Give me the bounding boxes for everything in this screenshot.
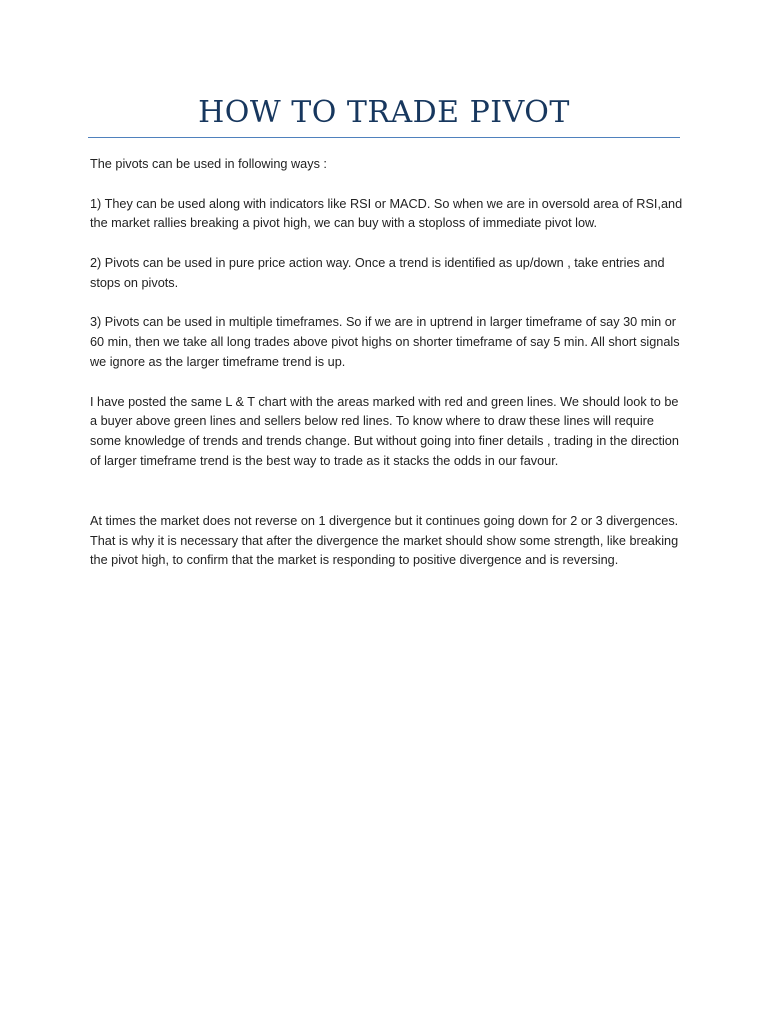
intro-paragraph: The pivots can be used in following ways : xyxy=(90,157,327,171)
divergence-paragraph: At times the market does not reverse on 1 divergence but it continues going down for 2 or 3 divergences. That is why it is necessary that after the divergence the market should show some strength, like breaking the pivot high, to confirm that the market is responding to positive divergence and is reversing. xyxy=(90,513,679,568)
document-body xyxy=(90,155,686,591)
title-underline-divider xyxy=(88,137,680,138)
point-2-paragraph: 2) Pivots can be used in pure price action way. Once a trend is identified as up/down , take entries and stops on pivots. xyxy=(90,255,665,290)
chart-note-paragraph: I have posted the same L & T chart with the areas marked with red and green lines. We should look to be a buyer above green lines and sellers below red lines. To know where to draw these lines will require some knowledge of trends and trends change. But without going into finer details , trading in the direction of larger timeframe trend is the best way to trade as it stacks the odds in our favour. xyxy=(90,394,679,468)
point-1-paragraph: 1) They can be used along with indicators like RSI or MACD. So when we are in oversold area of RSI,and the market rallies breaking a pivot high, we can buy with a stoploss of immediate pivot low. xyxy=(90,196,683,231)
document-title: HOW TO TRADE PIVOT xyxy=(198,95,570,130)
point-3-paragraph: 3) Pivots can be used in multiple timeframes. So if we are in uptrend in larger timeframe of say 30 min or 60 min, then we take all long trades above pivot highs on shorter timeframe of say 5 min. All short signals we ignore as the larger timeframe trend is up. xyxy=(90,315,680,369)
